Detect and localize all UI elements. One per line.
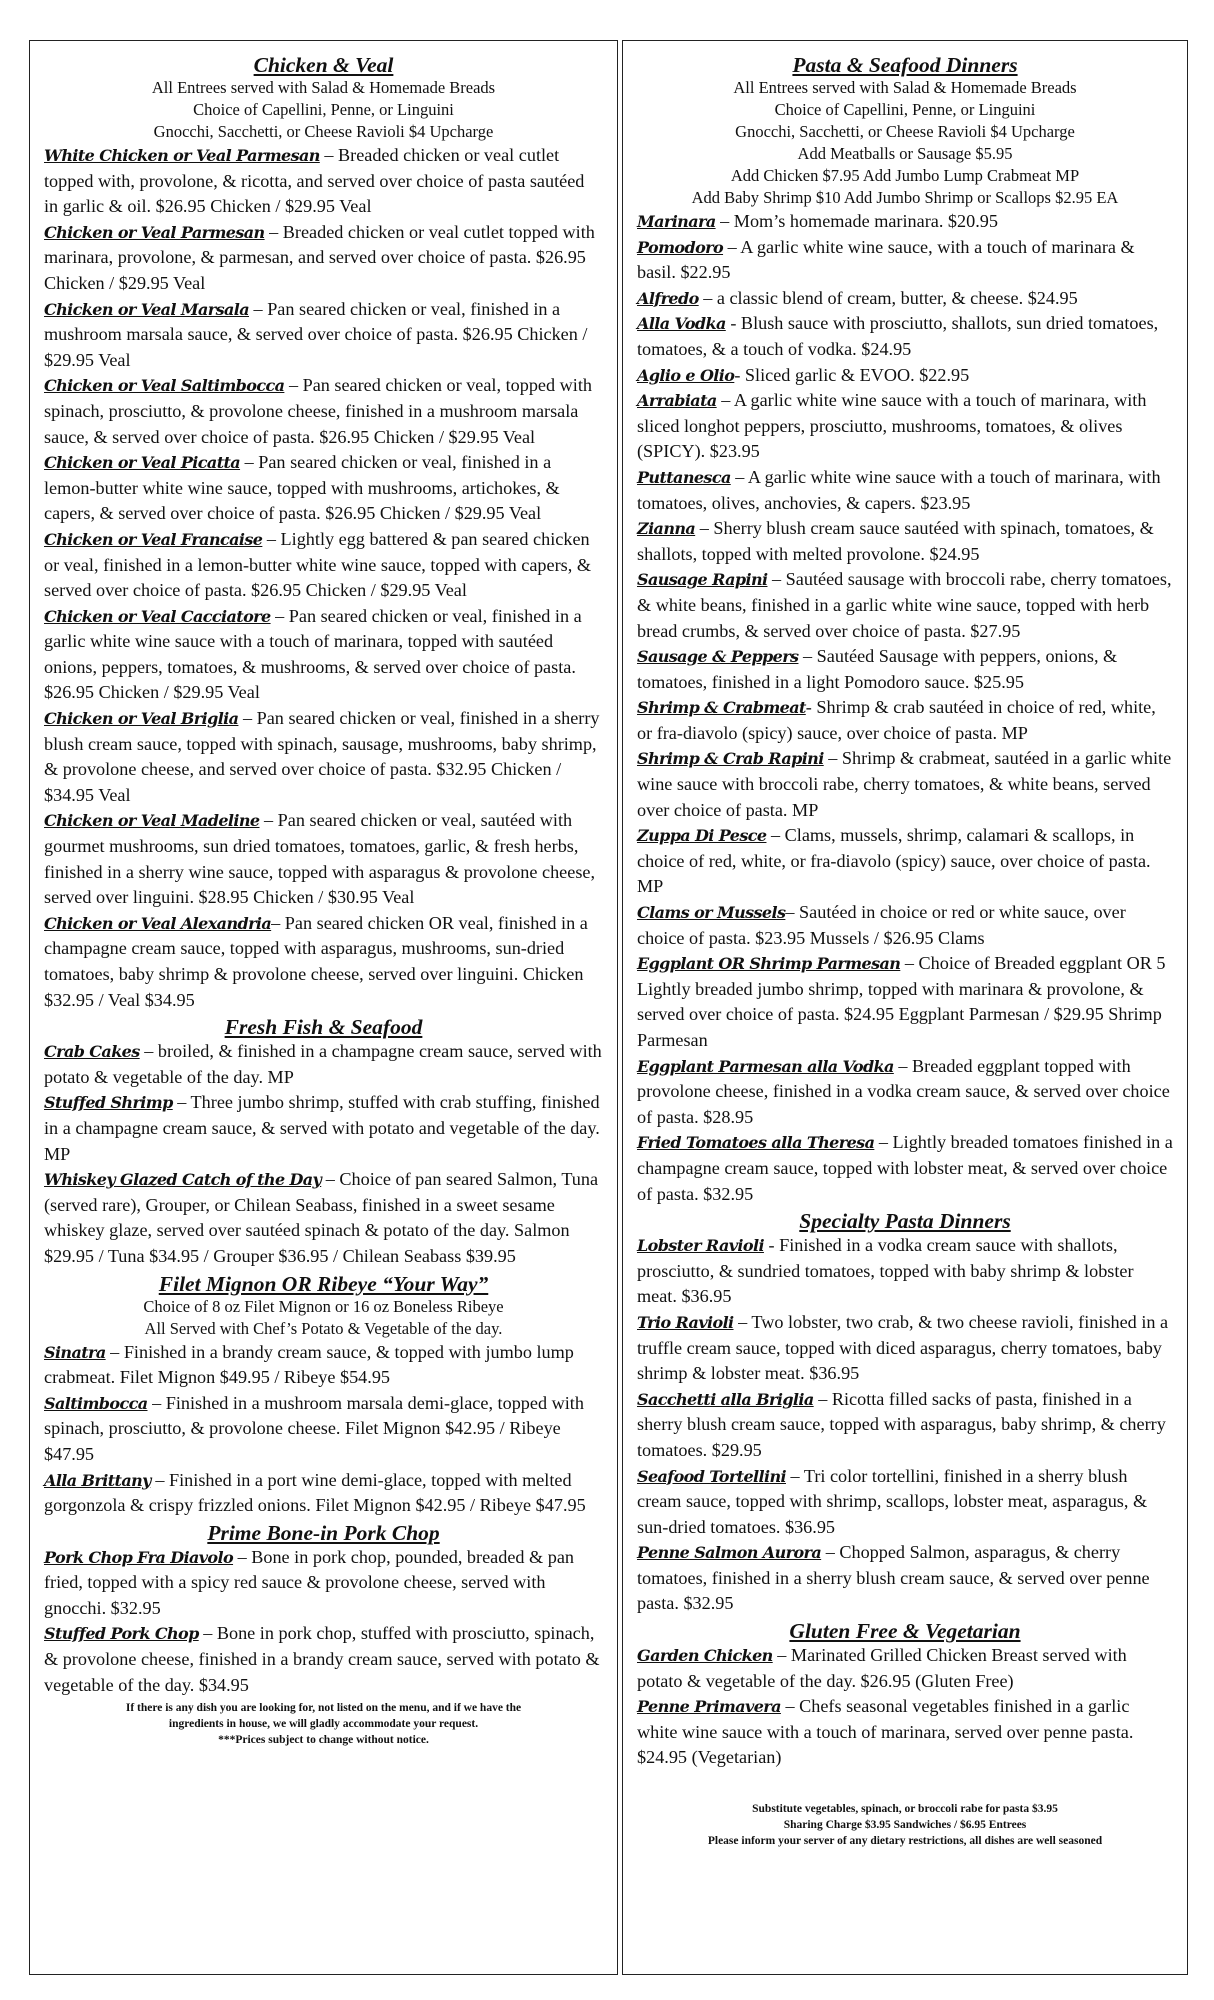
menu-item-name: Chicken or Veal Alexandria xyxy=(44,913,272,933)
menu-item-name: Crab Cakes xyxy=(44,1042,140,1062)
menu-item xyxy=(637,644,1173,695)
menu-item xyxy=(637,311,1173,362)
menu-item-description: – Choice of Breaded eggplant OR 5 Lightly breaded jumbo shrimp, topped with marinara & provolone, & served over choice of pasta. $24.95 Eggplant Parmesan / $29.95 Shrimp Parmesan xyxy=(637,953,1166,1050)
menu-item-description: – Pan seared chicken or veal, finished in a sherry blush cream sauce, topped with spinach, sausage, mushrooms, baby shrimp, & provolone cheese, and served over choice of pasta. $32.95 Chicken / $34.95 Veal xyxy=(44,708,600,805)
menu-item xyxy=(637,1464,1173,1541)
menu-item-name: Stuffed Shrimp xyxy=(44,1093,173,1113)
menu-item xyxy=(637,286,1173,312)
menu-item-description: – A garlic white wine sauce with a touch of marinara, with tomatoes, olives, anchovies, & capers. $23.95 xyxy=(637,466,1161,513)
footer-line: Please inform your server of any dietary restrictions, all dishes are well seasoned xyxy=(707,1835,1103,1848)
menu-item-description: - Shrimp & crab sautéed in choice of red, white, or fra-diavolo (spicy) sauce, over choice of pasta. MP xyxy=(637,697,1156,743)
menu-item-description: - Sliced garlic & EVOO. $22.95 xyxy=(734,364,970,385)
menu-item-description: – Lightly egg battered & pan seared chicken or veal, finished in a lemon-butter white wine sauce, topped with capers, & served over choice of pasta. $26.95 Chicken / $29.95 Veal xyxy=(44,528,591,601)
menu-item-description: – Bone in pork chop, stuffed with prosciutto, spinach, & provolone cheese, finished in a brandy cream sauce, served with potato & vegetable of the day. $34.95 xyxy=(44,1623,600,1695)
menu-item-description: – Pan seared chicken or veal, finished in a garlic white wine sauce with a touch of marinara, topped with sautéed onions, peppers, tomatoes, & mushrooms, & served over choice of pasta. $26.95 Chicken / $29.95 Veal xyxy=(44,605,582,703)
menu-item-description: – Sautéed Sausage with peppers, onions, & tomatoes, finished in a light Pomodoro sauce. $25.95 xyxy=(637,646,1118,692)
menu-item-description: – A garlic white wine sauce, with a touch of marinara & basil. $22.95 xyxy=(637,236,1135,283)
section-title: Chicken & Veal xyxy=(253,53,394,77)
section-subtitle-line: Gnocchi, Sacchetti, or Cheese Ravioli $4 Upcharge xyxy=(735,122,1075,141)
section-subtitle-line: Choice of 8 oz Filet Mignon or 16 oz Boneless Ribeye xyxy=(143,1296,504,1316)
menu-item xyxy=(44,1090,603,1167)
section-title: Pasta & Seafood Dinners xyxy=(792,53,1018,77)
menu-item xyxy=(44,808,603,910)
menu-item-name: Alfredo xyxy=(637,288,699,308)
menu-item-name: Garden Chicken xyxy=(637,1646,773,1666)
menu-item-name: Pomodoro xyxy=(637,237,724,257)
menu-item-name: Seafood Tortellini xyxy=(637,1466,786,1486)
menu-item-name: Lobster Ravioli xyxy=(637,1236,764,1256)
menu-item-description: – Pan seared chicken or veal, finished in a lemon-butter white wine sauce, topped with mushrooms, artichokes, & capers, & served over choice of pasta. $26.95 Chicken / $29.95 Veal xyxy=(44,452,560,524)
menu-item xyxy=(637,823,1173,900)
menu-item-name: Chicken or Veal Francaise xyxy=(44,529,263,549)
menu-item xyxy=(637,209,1173,235)
section-subtitle-line: All Entrees served with Salad & Homemade Breads xyxy=(733,78,1077,97)
menu-item-name: Aglio e Olio xyxy=(637,365,735,385)
menu-item-name: Trio Ravioli xyxy=(637,1312,734,1332)
menu-item-name: Fried Tomatoes alla Theresa xyxy=(637,1133,875,1153)
menu-item-description: – Chopped Salmon, asparagus, & cherry tomatoes, finished in a sherry blush cream sauce, & served over penne pasta. $32.95 xyxy=(637,1542,1150,1614)
menu-item xyxy=(44,450,603,527)
menu-item-name: Saltimbocca xyxy=(44,1393,148,1413)
section-subtitle-line: Add Baby Shrimp $10 Add Jumbo Shrimp or Scallops $2.95 EA xyxy=(691,188,1119,207)
menu-item-name: Sacchetti alla Briglia xyxy=(637,1389,814,1409)
menu-item-name: Arrabiata xyxy=(637,391,717,411)
section-title: Specialty Pasta Dinners xyxy=(799,1209,1011,1234)
menu-item xyxy=(637,1643,1173,1694)
menu-item xyxy=(44,1039,603,1090)
menu-item-description: – Sautéed sausage with broccoli rabe, cherry tomatoes, & white beans, finished in a garlic white wine sauce, topped with herb bread crumbs, & served over choice of pasta. $27.95 xyxy=(637,569,1172,641)
menu-item-name: Stuffed Pork Chop xyxy=(44,1624,199,1644)
right-column xyxy=(622,40,1188,1975)
menu-item-description: – Finished in a port wine demi-glace, topped with melted gorgonzola & crispy frizzled onions. Filet Mignon $42.95 / Ribeye $47.95 xyxy=(44,1469,586,1516)
section-subtitle-line: All Served with Chef’s Potato & Vegetable of the day. xyxy=(144,1318,503,1338)
menu-item-name: Penne Salmon Aurora xyxy=(637,1543,822,1563)
menu-item xyxy=(637,1233,1173,1310)
menu-item-description: - Finished in a vodka cream sauce with shallots, prosciutto, & sundried tomatoes, topped with baby shrimp & lobster meat. $36.95 xyxy=(637,1235,1134,1307)
footer-line: ingredients in house, we will gladly accommodate your request. xyxy=(168,1718,479,1731)
menu-item-name: Eggplant OR Shrimp Parmesan xyxy=(637,954,901,974)
section-title: Fresh Fish & Seafood xyxy=(224,1015,423,1040)
right-footer xyxy=(637,1801,1173,1849)
menu-item xyxy=(637,746,1173,823)
menu-item-description: – Marinated Grilled Chicken Breast served with potato & vegetable of the day. $26.95 (Gluten Free) xyxy=(637,1645,1127,1691)
footer-line: Substitute vegetables, spinach, or broccoli rabe for pasta $3.95 xyxy=(752,1803,1058,1816)
menu-item-name: Chicken or Veal Briglia xyxy=(44,709,239,729)
menu-item xyxy=(637,1540,1173,1617)
menu-item-description: – Lightly breaded tomatoes finished in a champagne cream sauce, topped with lobster meat, & served over choice of pasta. $32.95 xyxy=(637,1132,1173,1204)
menu-item-name: Chicken or Veal Madeline xyxy=(44,811,260,831)
menu-item xyxy=(44,911,603,1013)
menu-item-description: – Finished in a mushroom marsala demi-glace, topped with spinach, prosciutto, & provolone cheese. Filet Mignon $42.95 / Ribeye $47.95 xyxy=(44,1392,584,1464)
left-column xyxy=(29,40,618,1975)
menu-item-name: Shrimp & Crabmeat xyxy=(637,698,806,718)
menu-item xyxy=(637,1130,1173,1207)
menu-item-description: – Breaded eggplant topped with provolone cheese, finished in a vodka cream sauce, & served over choice of pasta. $28.95 xyxy=(637,1055,1170,1127)
menu-item-description: – Two lobster, two crab, & two cheese ravioli, finished in a truffle cream sauce, topped with diced asparagus, cherry tomatoes, baby shrimp & lobster meat. $36.95 xyxy=(637,1311,1169,1384)
menu-item-description: – Breaded chicken or veal cutlet topped with marinara, provolone, & parmesan, and served over choice of pasta. $26.95 Chicken / $29.95 Veal xyxy=(44,221,595,293)
footer-line: Sharing Charge $3.95 Sandwiches / $6.95 Entrees xyxy=(783,1819,1027,1832)
menu-item-description: – Shrimp & crabmeat, sautéed in a garlic white wine sauce with broccoli rabe, cherry tomatoes, & white beans, served over choice of pasta. MP xyxy=(637,748,1172,820)
menu-item-description: – Choice of pan seared Salmon, Tuna (served rare), Grouper, or Chilean Seabass, finished in a sweet sesame whiskey glaze, served over sautéed spinach & potato of the day. Salmon $29.95 / Tuna $34.95 / Grouper $36.95 / Chilean Seabass $39.95 xyxy=(44,1169,599,1266)
menu-item-description: – Finished in a brandy cream sauce, & topped with jumbo lump crabmeat. Filet Mignon $49.95 / Ribeye $54.95 xyxy=(44,1341,574,1388)
section-subtitle-line: Choice of Capellini, Penne, or Linguini xyxy=(193,100,454,119)
menu-item-name: Puttanesca xyxy=(637,467,731,487)
menu-item-description: – Pan seared chicken or veal, topped with spinach, prosciutto, & provolone cheese, finished in a mushroom marsala sauce, & served over choice of pasta. $26.95 Chicken / $29.95 Veal xyxy=(44,375,592,447)
sections xyxy=(637,53,1173,1771)
menu-item-name: Whiskey Glazed Catch of the Day xyxy=(44,1170,322,1190)
menu-item-description: - Blush sauce with prosciutto, shallots, sun dried tomatoes, tomatoes, & a touch of vodka. $24.95 xyxy=(637,313,1159,359)
footer-line: ***Prices subject to change without notice. xyxy=(218,1734,429,1747)
menu-item-name: Zuppa Di Pesce xyxy=(637,826,767,846)
menu-item xyxy=(44,220,603,297)
menu-item-description: – Sherry blush cream sauce sautéed with spinach, tomatoes, & shallots, topped with melted provolone. $24.95 xyxy=(637,518,1154,564)
menu-item xyxy=(637,1694,1173,1771)
menu-item-name: Sausage & Peppers xyxy=(637,647,799,667)
menu-item xyxy=(637,388,1173,465)
menu-item-name: Sausage Rapini xyxy=(637,570,768,590)
menu-item xyxy=(637,951,1173,1053)
menu-item-name: Zianna xyxy=(637,519,696,539)
section-subtitle-line: Gnocchi, Sacchetti, or Cheese Ravioli $4 Upcharge xyxy=(153,122,494,141)
menu-item xyxy=(44,297,603,374)
menu-item-name: Chicken or Veal Parmesan xyxy=(44,222,265,242)
menu-item-description: – Sautéed in choice or red or white sauce, over choice of pasta. $23.95 Mussels / $26.95 Clams xyxy=(637,902,1126,948)
menu-item-description: – Pan seared chicken OR veal, finished in a champagne cream sauce, topped with asparagus, mushrooms, sun-dried tomatoes, baby shrimp & provolone cheese, served over linguini. Chicken $32.95 / Veal $34.95 xyxy=(44,912,588,1010)
menu-item xyxy=(637,695,1173,746)
menu-item xyxy=(44,706,603,808)
menu-item-description: – Chefs seasonal vegetables finished in a garlic white wine sauce with a touch of marinara, served over penne pasta. $24.95 (Vegetarian) xyxy=(637,1696,1134,1768)
menu-item-name: Chicken or Veal Picatta xyxy=(44,453,241,473)
menu-item xyxy=(44,1545,603,1622)
menu-item xyxy=(637,1387,1173,1464)
menu-item xyxy=(637,465,1173,516)
left-footer xyxy=(44,1700,603,1748)
menu-item-name: Eggplant Parmesan alla Vodka xyxy=(637,1056,894,1076)
menu-item-name: White Chicken or Veal Parmesan xyxy=(44,146,320,165)
menu-item xyxy=(637,516,1173,567)
menu-item-description: – A garlic white wine sauce with a touch of marinara, with sliced longhot peppers, prosciutto, mushrooms, tomatoes, & olives (SPICY). $23.95 xyxy=(637,390,1147,462)
section-subtitle-line: All Entrees served with Salad & Homemade Breads xyxy=(151,78,496,97)
menu-item-description: – Three jumbo shrimp, stuffed with crab stuffing, finished in a champagne cream sauce, & served with potato and vegetable of the day. MP xyxy=(44,1092,600,1164)
menu-item-description: – Tri color tortellini, finished in a sherry blush cream sauce, topped with shrimp, scallops, lobster meat, asparagus, & sun-dried tomatoes. $36.95 xyxy=(637,1465,1148,1537)
menu-item-name: Pork Chop Fra Diavolo xyxy=(44,1547,234,1567)
menu-item xyxy=(637,1310,1173,1387)
menu-item-name: Shrimp & Crab Rapini xyxy=(637,749,824,769)
section-subtitle-line: Choice of Capellini, Penne, or Linguini xyxy=(774,100,1036,119)
sections xyxy=(44,53,603,1698)
menu-item-name: Penne Primavera xyxy=(637,1697,781,1717)
menu-item xyxy=(44,1391,603,1468)
menu-item-name: Sinatra xyxy=(44,1342,106,1362)
menu-item xyxy=(44,604,603,706)
menu-item xyxy=(637,567,1173,644)
menu-item xyxy=(44,527,603,604)
menu-item-description: – Pan seared chicken or veal, sautéed with gourmet mushrooms, sun dried tomatoes, tomatoes, garlic, & fresh herbs, finished in a sherry wine sauce, topped with asparagus & provolone cheese, served over linguini. $28.95 Chicken / $30.95 Veal xyxy=(44,810,596,908)
menu-item xyxy=(44,1340,603,1391)
menu-item xyxy=(44,1621,603,1698)
menu-item-name: Chicken or Veal Saltimbocca xyxy=(44,376,285,396)
menu-item-description: – Mom’s homemade marinara. $20.95 xyxy=(715,211,998,231)
section-title: Filet Mignon OR Ribeye “Your Way” xyxy=(158,1271,489,1296)
menu-item-name: Alla Vodka xyxy=(637,314,726,334)
menu-item xyxy=(637,363,1173,389)
menu-item-description: – Pan seared chicken or veal, finished in a mushroom marsala sauce, & served over choice of pasta. $26.95 Chicken / $29.95 Veal xyxy=(44,298,588,370)
menu-item-description: – Ricotta filled sacks of pasta, finished in a sherry blush cream sauce, topped with asparagus, baby shrimp, & cherry tomatoes. $29.95 xyxy=(637,1388,1166,1460)
section-title: Gluten Free & Vegetarian xyxy=(789,1619,1021,1644)
section-subtitle-line: Add Chicken $7.95 Add Jumbo Lump Crabmeat MP xyxy=(730,166,1080,185)
section-title: Prime Bone-in Pork Chop xyxy=(207,1520,440,1545)
menu-item-description: – Breaded chicken or veal cutlet topped with, provolone, & ricotta, and served over choice of pasta sautéed in garlic & oil. $26.95 Chicken / $29.95 Veal xyxy=(44,145,585,217)
menu-item xyxy=(44,1468,603,1519)
menu-item-description: – Clams, mussels, shrimp, calamari & scallops, in choice of red, white, or fra-diavolo (spicy) sauce, over choice of pasta. MP xyxy=(637,825,1151,897)
menu-item xyxy=(44,1167,603,1269)
menu-item-description: – broiled, & finished in a champagne cream sauce, served with potato & vegetable of the day. MP xyxy=(44,1041,602,1087)
menu-item xyxy=(44,143,603,220)
menu-item xyxy=(637,1054,1173,1131)
menu-item-name: Chicken or Veal Marsala xyxy=(44,299,249,319)
menu-item-description: – Bone in pork chop, pounded, breaded & pan fried, topped with a spicy red sauce & provolone cheese, served with gnocchi. $32.95 xyxy=(44,1546,574,1618)
menu-item-name: Marinara xyxy=(637,212,716,231)
footer-line: If there is any dish you are looking for, not listed on the menu, and if we have the xyxy=(125,1702,522,1715)
menu-item-description: – a classic blend of cream, butter, & cheese. $24.95 xyxy=(698,287,1078,308)
section-subtitle-line: Add Meatballs or Sausage $5.95 xyxy=(797,144,1013,163)
menu-item-name: Alla Brittany xyxy=(44,1470,151,1490)
menu-item xyxy=(637,235,1173,286)
menu-item-name: Chicken or Veal Cacciatore xyxy=(44,606,271,626)
menu-item xyxy=(637,900,1173,951)
menu-item xyxy=(44,373,603,450)
menu-item-name: Clams or Mussels xyxy=(637,903,786,923)
